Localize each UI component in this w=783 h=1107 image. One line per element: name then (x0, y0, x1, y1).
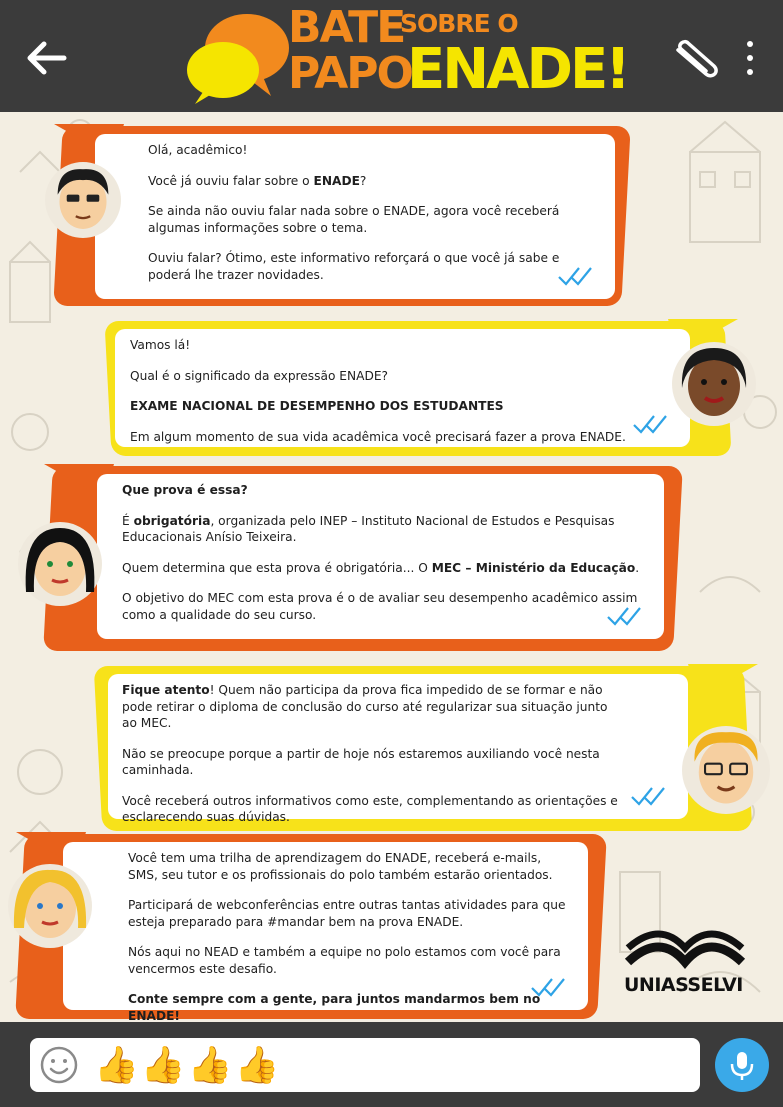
avatar[interactable] (682, 726, 770, 814)
double-check-icon (632, 413, 670, 435)
text-run: Qual é o significado da expressão ENADE? (130, 368, 389, 383)
brand-name: UNIASSELVI (624, 974, 743, 996)
message-text (148, 142, 568, 283)
logo-word-enade: ENADE! (407, 37, 628, 102)
text-run: Nós aqui no NEAD e também a equipe no polo estamos com você para vencermos este desafio. (128, 945, 561, 976)
text-run: . (635, 560, 640, 575)
message-paragraph (122, 682, 622, 732)
open-book-icon (620, 922, 750, 972)
avatar[interactable] (18, 522, 102, 606)
text-run: Em algum momento de sua vida acadêmica você precisará fazer a prova ENADE. (130, 429, 626, 444)
avatar[interactable] (8, 864, 92, 948)
text-run: Você já ouviu falar sobre o (148, 173, 314, 188)
bold-text-run: Fique atento (122, 683, 210, 697)
bold-text-run: ENADE (313, 173, 360, 188)
bold-text-run: EXAME NACIONAL DE DESEMPENHO DOS ESTUDANTES (130, 399, 504, 413)
message-paragraph (122, 482, 642, 499)
message-paragraph (122, 590, 642, 623)
chat-message[interactable] (0, 462, 783, 657)
bold-text-run: Conte sempre com a gente, para juntos mandarmos bem no ENADE! (128, 992, 541, 1022)
text-run: Ouviu falar? Ótimo, este informativo reforçará o que você já sabe e poderá lhe trazer novidades. (148, 251, 560, 282)
message-text (128, 850, 568, 1022)
speech-bubbles-icon (185, 6, 295, 106)
text-run: Vamos lá! (130, 338, 191, 352)
draft-text: 👍👍👍👍 (94, 1044, 282, 1085)
composer-bar (0, 1022, 783, 1107)
bold-text-run: obrigatória (133, 513, 211, 528)
message-paragraph (128, 944, 568, 977)
double-check-icon (606, 605, 644, 627)
text-run: Você tem uma trilha de aprendizagem do ENADE, receberá e-mails, SMS, seu tutor e os profissionais do polo também estarão orientados. (128, 851, 553, 882)
text-run: Quem determina que esta prova é obrigatória... O (122, 560, 432, 575)
avatar[interactable] (45, 162, 121, 238)
logo-word-sobre-o: SOBRE O (400, 9, 518, 38)
message-paragraph (148, 250, 568, 283)
avatar-face-icon (45, 162, 121, 238)
chat-message[interactable] (0, 662, 783, 837)
message-paragraph (148, 203, 568, 236)
message-paragraph (122, 560, 642, 577)
double-check-icon (530, 976, 568, 998)
avatar[interactable] (672, 342, 756, 426)
message-paragraph (122, 746, 622, 779)
message-paragraph (130, 337, 630, 354)
bold-text-run: MEC – Ministério da Educação (431, 560, 636, 575)
bate-papo-enade-logo (185, 2, 628, 108)
bubble-tail (688, 662, 758, 702)
message-paragraph (128, 897, 568, 930)
text-run: ! Quem não participa da prova fica impedido de se formar e não pode retirar o diploma de conclusão do curso até regularizar sua situação junto ao MEC. (122, 683, 608, 730)
text-run: É (122, 513, 134, 528)
message-paragraph (122, 793, 622, 826)
text-run: O objetivo do MEC com esta prova é o de avaliar seu desempenho acadêmico assim como a qualidade do seu curso. (122, 591, 638, 622)
text-run: Se ainda não ouviu falar nada sobre o ENADE, agora você receberá algumas informações sobre o tema. (148, 204, 560, 235)
message-paragraph (148, 142, 568, 159)
text-run: Você receberá outros informativos como este, complementando as orientações e esclarecendo suas dúvidas. (122, 793, 618, 824)
text-run: Participará de webconferências entre outras tantas atividades para que esteja preparado para #mandar bem na prova ENADE. (128, 898, 566, 929)
message-input[interactable] (30, 1038, 700, 1092)
text-run: , organizada pelo INEP – Instituto Nacional de Estudos e Pesquisas Educacionais Anísio Teixeira. (122, 513, 615, 544)
paperclip-icon[interactable] (666, 34, 724, 82)
message-paragraph (130, 429, 630, 446)
message-paragraph (148, 173, 568, 190)
double-check-icon (557, 265, 595, 287)
arrow-left-icon[interactable] (24, 36, 68, 80)
text-run: ? (359, 173, 367, 188)
message-text (130, 337, 630, 445)
microphone-icon (715, 1038, 769, 1092)
message-paragraph (130, 398, 630, 415)
message-paragraph (130, 368, 630, 385)
microphone-button[interactable] (715, 1038, 769, 1092)
app-header (0, 0, 783, 112)
message-paragraph (128, 991, 568, 1022)
chat-area[interactable] (0, 112, 783, 1022)
text-run: Não se preocupe porque a partir de hoje nós estaremos auxiliando você nesta caminhada. (122, 746, 600, 777)
double-check-icon (630, 785, 668, 807)
smiley-icon[interactable] (38, 1044, 80, 1086)
message-paragraph (122, 513, 642, 546)
avatar-face-icon (8, 864, 92, 948)
logo-word-bate: BATE (288, 2, 405, 53)
chat-message[interactable] (0, 317, 783, 462)
message-text (122, 482, 642, 623)
bold-text-run: Que prova é essa? (122, 483, 248, 497)
message-text (122, 682, 622, 826)
text-run: Olá, acadêmico! (148, 143, 248, 157)
logo-word-papo: PAPO (288, 48, 412, 99)
avatar-face-icon (18, 522, 102, 606)
avatar-face-icon (672, 342, 756, 426)
uniasselvi-logo (620, 922, 750, 1002)
message-paragraph (128, 850, 568, 883)
more-vertical-icon[interactable] (740, 38, 760, 78)
avatar-face-icon (682, 726, 770, 814)
